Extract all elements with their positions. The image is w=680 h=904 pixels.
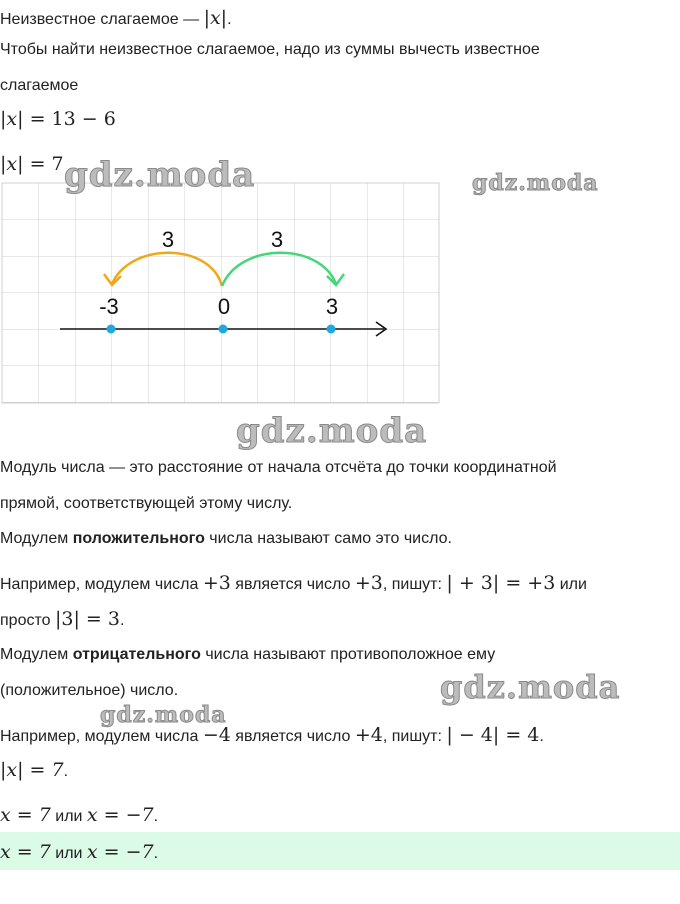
math-abs-x: |x| [203,7,228,29]
equation-2: |x| = 7 [0,153,64,175]
watermark: gdz.moda [64,155,256,195]
number-line-figure [0,182,442,406]
watermark: gdz.moda [472,170,599,196]
equation-3: |x| = 7. [0,759,69,781]
rule-line-1: Чтобы найти неизвестное слагаемое, надо из суммы вычесть известное [0,41,540,58]
example-positive-line-2: просто |3| = 3. [0,608,125,630]
arc-label-left: 3 [161,227,175,252]
watermark: gdz.moda [236,411,428,451]
negative-rule-line-2: (положительное) число. [0,682,179,699]
point-0 [219,325,228,334]
rule-line-2: слагаемое [0,77,79,94]
example-negative: Например, модулем числа −4 является число +4, пишут: | − 4| = 4. [0,724,544,746]
positive-rule: Модулем положительного числа называют само это число. [0,530,452,547]
example-positive-line-1: Например, модулем числа +3 является число +3, пишут: | + 3| = +3 или [0,572,587,594]
paragraph-unknown-addend: Неизвестное слагаемое — |x|. [0,7,232,29]
point-minus-3 [107,325,116,334]
watermark: gdz.moda [100,702,227,728]
answer-line: x = 7 или x = −7. [0,841,159,863]
arc-label-right: 3 [270,227,284,252]
watermark: gdz.moda [440,668,621,706]
definition-line-2: прямой, соответствующей этому числу. [0,495,293,512]
point-label-0: 0 [217,294,231,319]
negative-rule: Модулем отрицательного числа называют противоположное ему [0,646,496,663]
definition-line-1: Модуль числа — это расстояние от начала отсчёта до точки координатной [0,459,557,476]
equation-1: |x| = 13 − 6 [0,108,116,130]
point-3 [327,325,336,334]
point-label-3: 3 [325,294,339,319]
point-label-minus-3: -3 [99,294,119,319]
result-line: x = 7 или x = −7. [0,804,159,826]
grid-background [2,183,439,403]
